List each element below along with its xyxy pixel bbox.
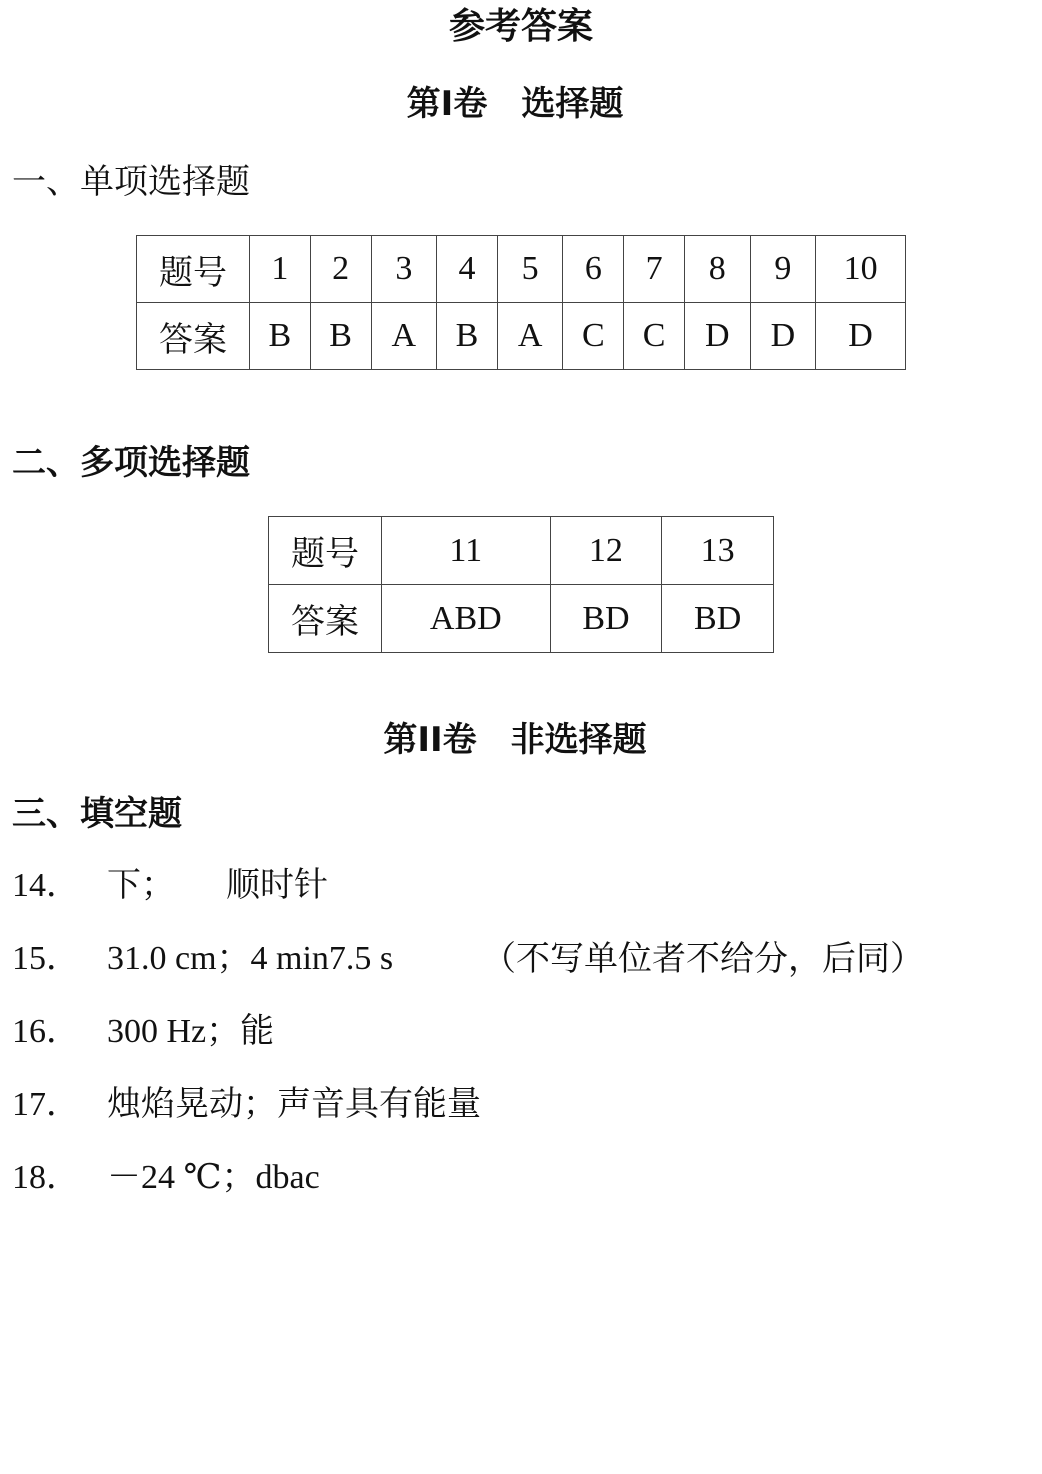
answer-cell: D: [750, 303, 816, 370]
item-answer: －24 ℃；dbac: [107, 1159, 320, 1196]
item-answer: 31.0 cm；4 min7.5 s: [107, 940, 394, 977]
question-number-cell: 4: [437, 236, 498, 303]
question-number-cell: 5: [497, 236, 563, 303]
row-label-number: 题号: [269, 517, 382, 585]
part2-title: 第II卷 非选择题: [383, 720, 647, 760]
row-label-answer: 答案: [269, 585, 382, 653]
answer-cell: BD: [662, 585, 774, 653]
answer-cell: C: [563, 303, 624, 370]
question-number-cell: 11: [382, 517, 551, 585]
answer-cell: C: [624, 303, 685, 370]
row-label-number: 题号: [137, 236, 250, 303]
multiple-choice-answer-table: [268, 516, 774, 653]
table-row-numbers: [269, 517, 774, 585]
answer-cell: A: [371, 303, 437, 370]
question-number-cell: 9: [750, 236, 816, 303]
item-number: 18．: [12, 1159, 80, 1196]
question-number-cell: 1: [250, 236, 311, 303]
question-number-cell: 13: [662, 517, 774, 585]
section3-heading: 三、填空题: [12, 794, 182, 834]
section1-heading: 一、单项选择题: [12, 162, 250, 202]
answer-cell: A: [497, 303, 563, 370]
single-choice-answer-table: [136, 235, 906, 370]
question-number-cell: 7: [624, 236, 685, 303]
answer-cell: ABD: [382, 585, 551, 653]
row-label-answer: 答案: [137, 303, 250, 370]
table-row-answers: [269, 585, 774, 653]
answer-cell: D: [684, 303, 750, 370]
question-number-cell: 6: [563, 236, 624, 303]
question-number-cell: 2: [310, 236, 371, 303]
item-number: 15．: [12, 940, 80, 977]
item-number: 14．: [12, 867, 80, 904]
question-number-cell: 12: [550, 517, 662, 585]
item-note: （不写单位者不给分，后同）: [482, 939, 924, 979]
section2-heading: 二、多项选择题: [12, 443, 250, 483]
item-answer: 烛焰晃动；声音具有能量: [107, 1086, 481, 1123]
part1-title: 第I卷 选择题: [406, 84, 624, 124]
answer-cell: BD: [550, 585, 662, 653]
page-title: 参考答案: [448, 6, 593, 47]
item-number: 16．: [12, 1013, 80, 1050]
answer-cell: D: [816, 303, 906, 370]
answer-cell: B: [437, 303, 498, 370]
answer-cell: B: [310, 303, 371, 370]
answer-cell: B: [250, 303, 311, 370]
item-number: 17．: [12, 1086, 80, 1123]
item-answer: 300 Hz；能: [107, 1013, 275, 1050]
table-row-answers: [137, 303, 906, 370]
table-row-numbers: [137, 236, 906, 303]
item-answer: 下； 顺时针: [107, 867, 328, 904]
question-number-cell: 3: [371, 236, 437, 303]
question-number-cell: 8: [684, 236, 750, 303]
question-number-cell: 10: [816, 236, 906, 303]
